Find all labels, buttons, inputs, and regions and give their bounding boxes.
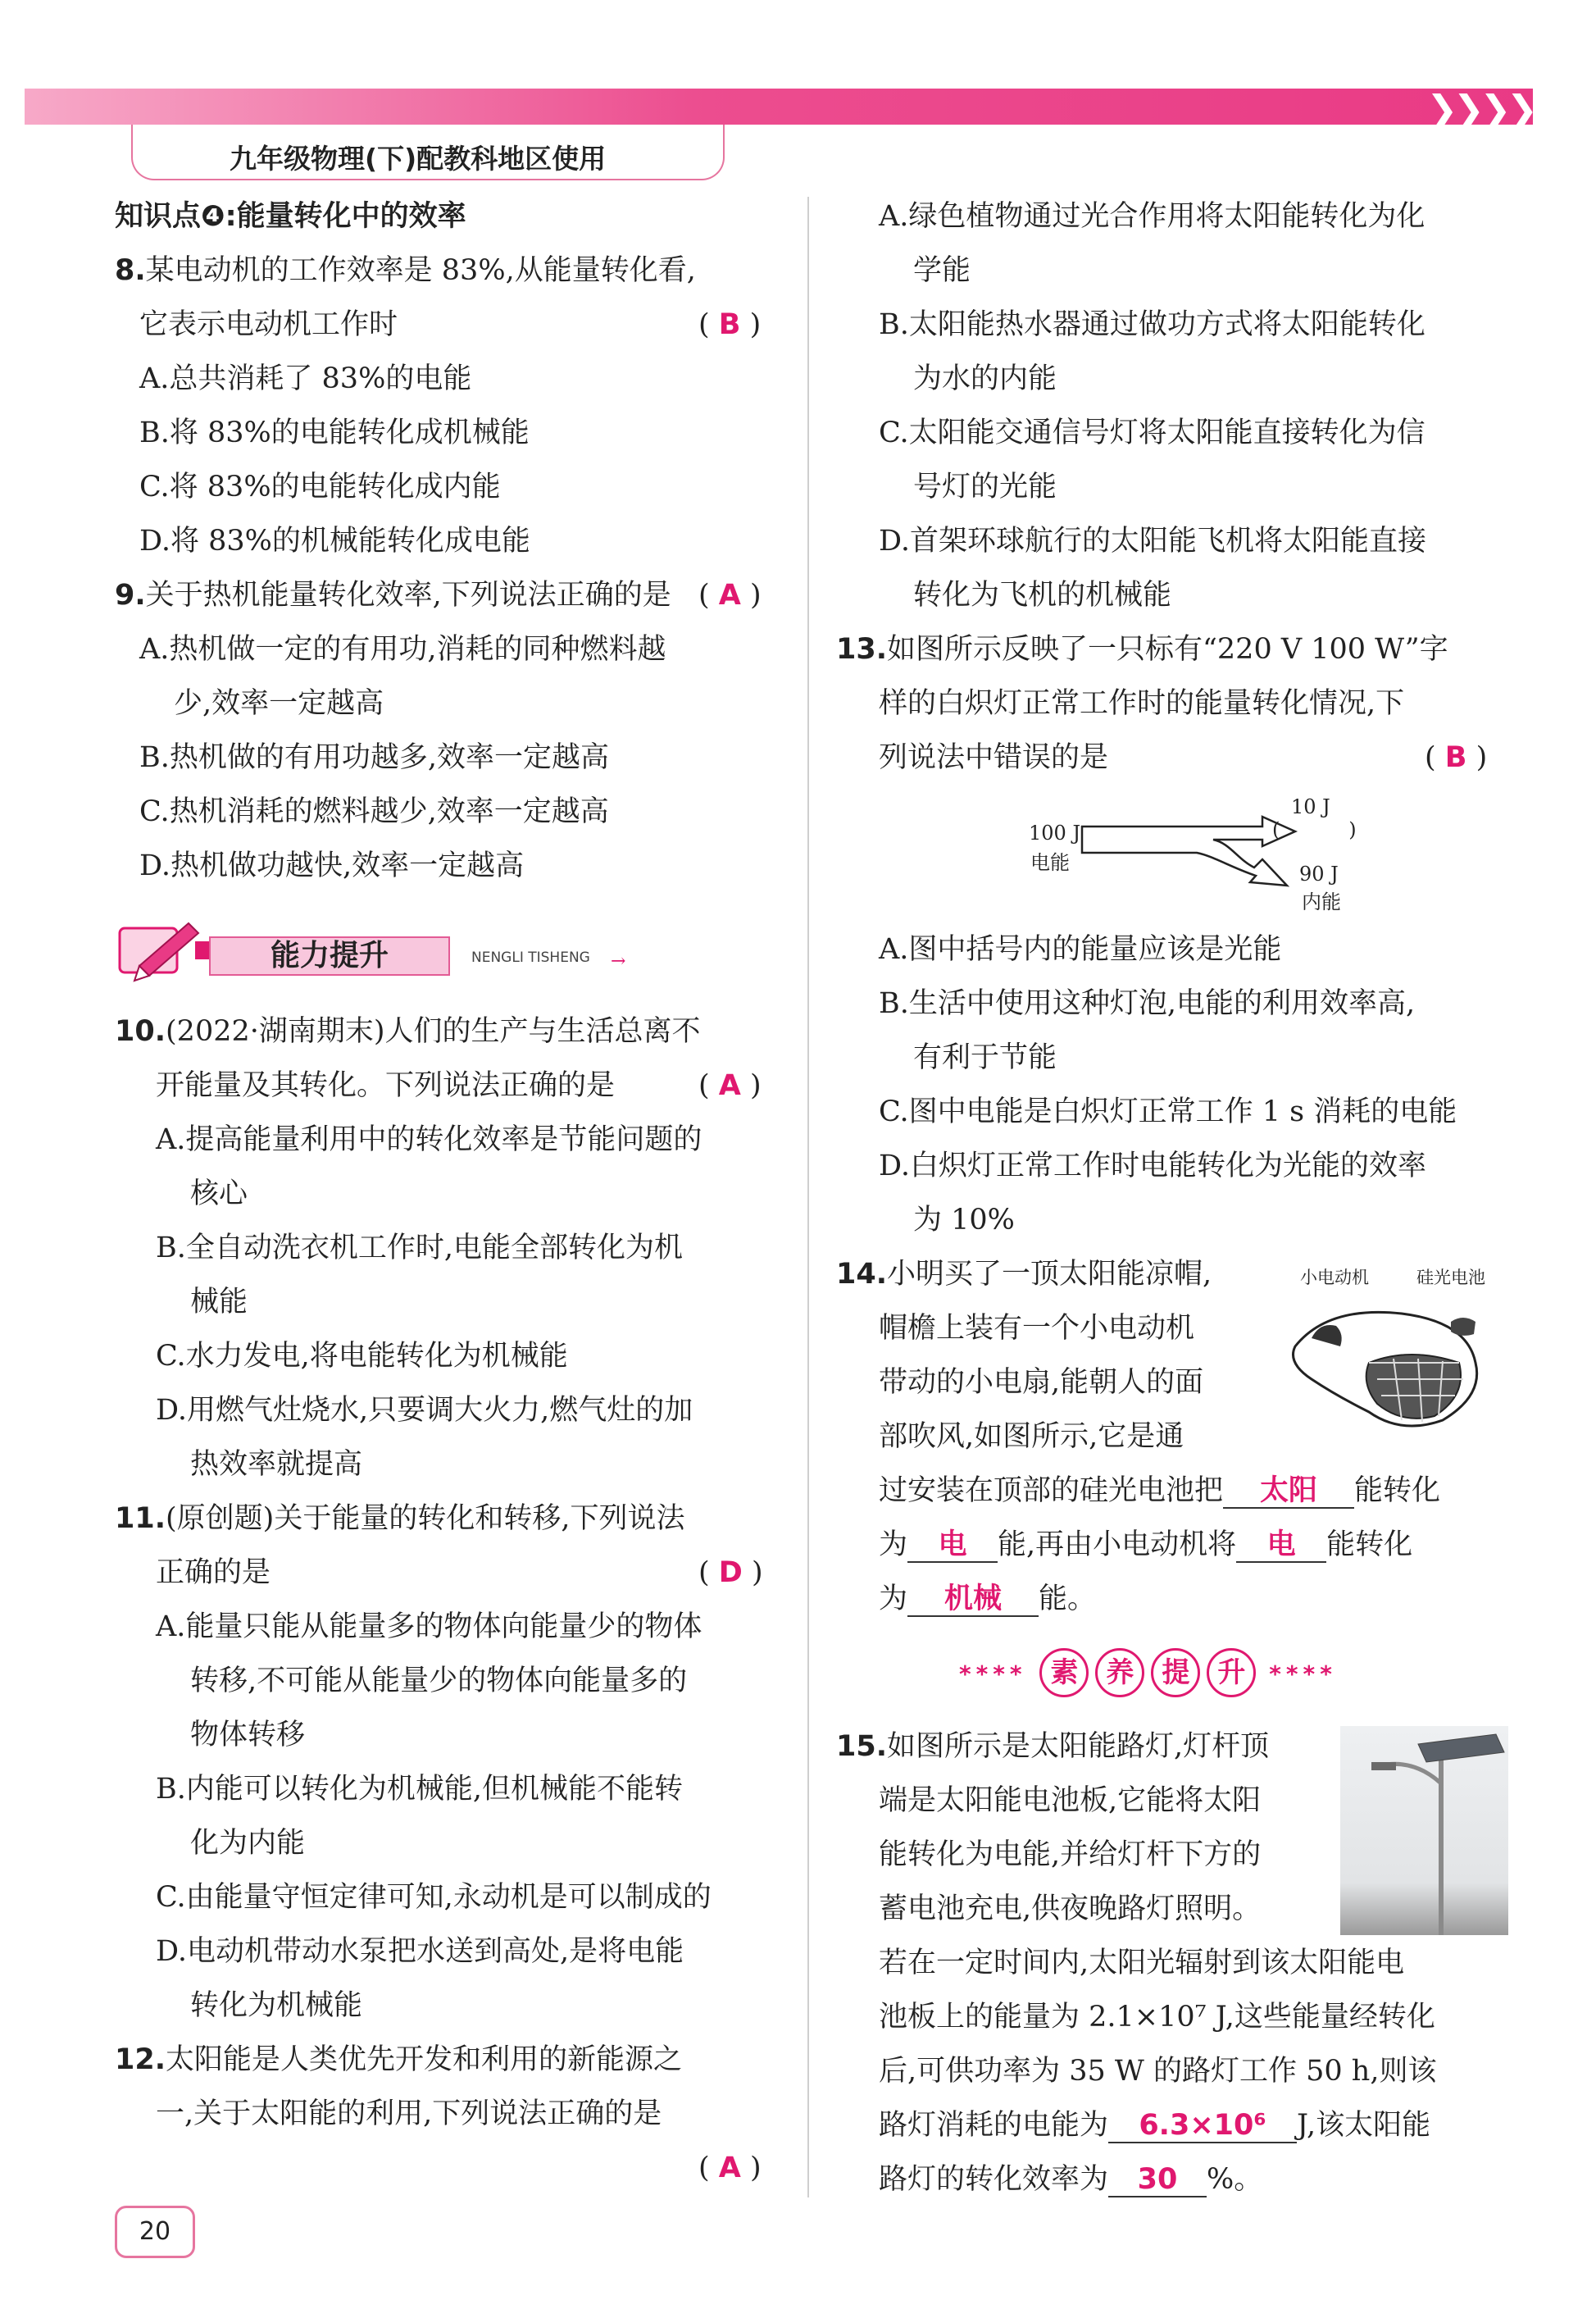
- q10-option-d1: D.用燃气灶烧水,只要调大火力,燃气灶的加: [156, 1394, 693, 1427]
- q13-answer: ( B ): [1425, 741, 1488, 774]
- q13-line3: 列说法中错误的是: [879, 741, 1109, 774]
- q15-line8: 路灯消耗的电能为 6.3×10⁶ J,该太阳能: [879, 2109, 1431, 2142]
- diagram-in-label: 电能: [1030, 851, 1070, 874]
- header-bar: [25, 89, 1533, 125]
- q12-option-c1: C.太阳能交通信号灯将太阳能直接转化为信: [879, 417, 1425, 449]
- q11-answer: ( D ): [698, 1556, 763, 1589]
- q10-option-a1: A.提高能量利用中的转化效率是节能问题的: [156, 1123, 703, 1156]
- q13-option-c: C.图中电能是白炽灯正常工作 1 s 消耗的电能: [879, 1095, 1457, 1128]
- q12-option-c2: 号灯的光能: [913, 471, 1057, 503]
- header-title: 九年级物理(下)配教科地区使用: [230, 143, 607, 175]
- q8-option-d: D.将 83%的机械能转化成电能: [139, 525, 530, 558]
- q13-line2: 样的白炽灯正常工作时的能量转化情况,下: [879, 687, 1405, 720]
- knowledge-point-heading: 知识点❹:能量转化中的效率: [115, 200, 466, 233]
- q11-option-d2: 转化为机械能: [190, 1989, 363, 2022]
- q10-line2: 开能量及其转化。下列说法正确的是: [156, 1069, 616, 1102]
- q8-line2: 它表示电动机工作时: [139, 308, 398, 341]
- diagram-bottom-value: 90 J: [1299, 863, 1339, 886]
- q11-option-b1: B.内能可以转化为机械能,但机械能不能转: [156, 1773, 683, 1806]
- q14-blank-2[interactable]: 电: [907, 1528, 998, 1563]
- q10-option-a2: 核心: [190, 1177, 248, 1210]
- q15-line1: 15.如图所示是太阳能路灯,灯杆顶: [836, 1730, 1270, 1763]
- q10-option-b1: B.全自动洗衣机工作时,电能全部转化为机: [156, 1232, 683, 1264]
- q8-line1: 8.某电动机的工作效率是 83%,从能量转化看,: [115, 254, 696, 287]
- q14-blank-3[interactable]: 电: [1236, 1528, 1326, 1563]
- diagram-top-value: 10 J: [1291, 795, 1330, 818]
- q14-line3: 带动的小电扇,能朝人的面: [879, 1366, 1204, 1399]
- column-divider: [807, 197, 809, 2197]
- q11-line2: 正确的是: [156, 1556, 271, 1589]
- q14-blank-1[interactable]: 太阳: [1223, 1474, 1354, 1509]
- q12-option-d2: 转化为飞机的机械能: [913, 579, 1172, 612]
- chevron-right-icon: ❯❯❯❯: [1426, 87, 1534, 131]
- q12-line1: 12.太阳能是人类优先开发和利用的新能源之: [115, 2043, 683, 2076]
- page-number: 20: [115, 2206, 195, 2258]
- q14-blank-4[interactable]: 机械: [907, 1583, 1039, 1617]
- q12-option-a2: 学能: [913, 254, 971, 287]
- q11-option-c: C.由能量守恒定律可知,永动机是可以制成的: [156, 1881, 712, 1914]
- q15-line5: 若在一定时间内,太阳光辐射到该太阳能电: [879, 1947, 1405, 1979]
- q8-option-a: A.总共消耗了 83%的电能: [139, 362, 472, 395]
- q11-option-d1: D.电动机带动水泵把水送到高处,是将电能: [156, 1935, 684, 1968]
- q13-option-d1: D.白炽灯正常工作时电能转化为光能的效率: [879, 1150, 1426, 1182]
- q11-option-a2: 转移,不可能从能量少的物体向能量多的: [190, 1665, 688, 1697]
- q13-option-d2: 为 10%: [913, 1204, 1015, 1236]
- q14-line6: 为 电 能,再由小电动机将 电 能转化: [879, 1528, 1413, 1561]
- literacy-banner: **** 素 养 提 升 ****: [959, 1648, 1337, 1697]
- q12-answer: ( A ): [698, 2152, 762, 2184]
- q15-line7: 后,可供功率为 35 W 的路灯工作 50 h,则该: [879, 2055, 1437, 2088]
- solar-hat-illustration: [1279, 1289, 1500, 1437]
- q11-option-b2: 化为内能: [190, 1827, 306, 1860]
- diagram-paren: ( ): [1272, 818, 1357, 841]
- q11-option-a3: 物体转移: [190, 1719, 306, 1751]
- q14-line2: 帽檐上装有一个小电动机: [879, 1312, 1195, 1345]
- q10-option-b2: 械能: [190, 1286, 248, 1318]
- q8-answer: ( B ): [698, 308, 762, 341]
- q14-line1: 14.小明买了一顶太阳能凉帽,: [836, 1258, 1212, 1291]
- q9-option-a1: A.热机做一定的有用功,消耗的同种燃料越: [139, 633, 666, 666]
- q10-line1: 10.(2022·湖南期末)人们的生产与生活总离不: [115, 1015, 701, 1048]
- q13-line1: 13.如图所示反映了一只标有“220 V 100 W”字: [836, 633, 1448, 666]
- q15-line9: 路灯的转化效率为 30 %。: [879, 2163, 1263, 2196]
- q14-line7: 为 机械 能。: [879, 1583, 1097, 1615]
- diagram-bottom-label: 内能: [1302, 890, 1341, 913]
- q9-option-c: C.热机消耗的燃料越少,效率一定越高: [139, 795, 609, 828]
- q12-option-a1: A.绿色植物通过光合作用将太阳能转化为化: [879, 200, 1425, 233]
- q10-answer: ( A ): [698, 1069, 762, 1102]
- fig-label-solar-cell: 硅光电池: [1416, 1268, 1485, 1287]
- diagram-in-value: 100 J: [1029, 822, 1081, 845]
- q8-option-b: B.将 83%的电能转化成机械能: [139, 417, 530, 449]
- q10-option-c: C.水力发电,将电能转化为机械能: [156, 1340, 568, 1373]
- q12-option-d1: D.首架环球航行的太阳能飞机将太阳能直接: [879, 525, 1426, 558]
- fig-label-motor: 小电动机: [1300, 1268, 1369, 1287]
- q14-line5: 过安装在顶部的硅光电池把 太阳 能转化: [879, 1474, 1441, 1507]
- q14-line4: 部吹风,如图所示,它是通: [879, 1420, 1184, 1453]
- q9-option-d: D.热机做功越快,效率一定越高: [139, 849, 525, 882]
- q13-option-b1: B.生活中使用这种灯泡,电能的利用效率高,: [879, 987, 1416, 1020]
- q9-option-a2: 少,效率一定越高: [174, 687, 384, 720]
- q15-line6: 池板上的能量为 2.1×10⁷ J,这些能量经转化: [879, 2001, 1435, 2033]
- section-subtitle: NENGLI TISHENG: [471, 950, 590, 966]
- q15-blank-1[interactable]: 6.3×10⁶: [1108, 2109, 1297, 2143]
- q9-answer: ( A ): [698, 579, 762, 612]
- q12-option-b1: B.太阳能热水器通过做功方式将太阳能转化: [879, 308, 1425, 341]
- q15-blank-2[interactable]: 30: [1108, 2163, 1207, 2197]
- q13-option-a: A.图中括号内的能量应该是光能: [879, 933, 1282, 966]
- q15-line3: 能转化为电能,并给灯杆下方的: [879, 1838, 1262, 1871]
- arrow-right-icon: →: [611, 951, 626, 972]
- q11-option-a1: A.能量只能从能量多的物体向能量少的物体: [156, 1610, 703, 1643]
- q13-option-b2: 有利于节能: [913, 1041, 1057, 1074]
- q9-option-b: B.热机做的有用功越多,效率一定越高: [139, 741, 609, 774]
- q8-option-c: C.将 83%的电能转化成内能: [139, 471, 501, 503]
- q12-line2: 一,关于太阳能的利用,下列说法正确的是: [156, 2097, 662, 2130]
- q10-option-d2: 热效率就提高: [190, 1448, 363, 1481]
- q15-line4: 蓄电池充电,供夜晚路灯照明。: [879, 1892, 1262, 1925]
- q15-line2: 端是太阳能电池板,它能将太阳: [879, 1784, 1262, 1817]
- street-light-photo: [1340, 1726, 1508, 1935]
- q11-line1: 11.(原创题)关于能量的转化和转移,下列说法: [115, 1502, 685, 1535]
- q12-option-b2: 为水的内能: [913, 362, 1057, 395]
- pencil-icon: [115, 917, 205, 982]
- q9-line1: 9.关于热机能量转化效率,下列说法正确的是: [115, 579, 671, 612]
- section-title: 能力提升: [209, 936, 450, 976]
